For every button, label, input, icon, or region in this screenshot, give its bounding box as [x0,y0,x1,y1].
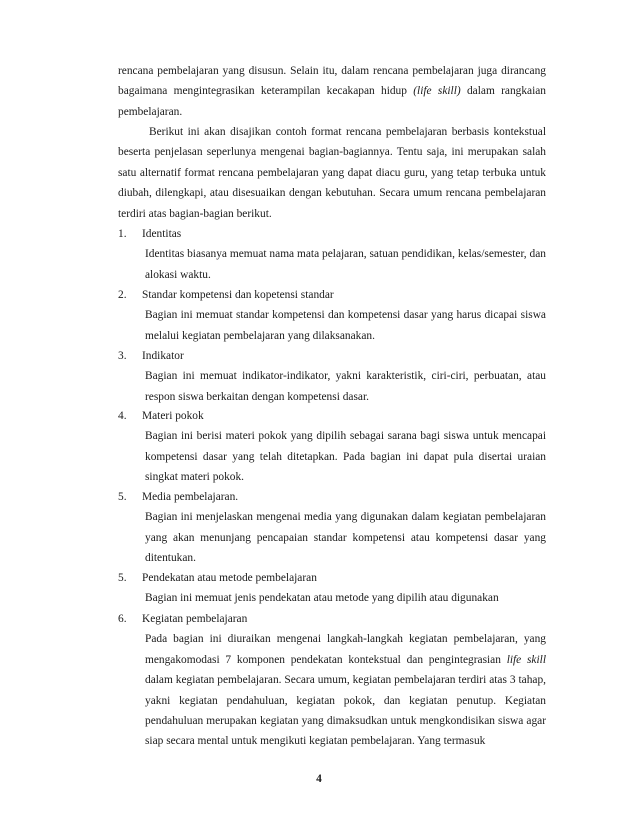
list-item-body: Identitas biasanya memuat nama mata pelajaran, satuan pendidikan, kelas/semester, dan alokasi waktu. [145,248,546,281]
list-item-number: 4. [118,410,127,422]
list-item-body: Bagian ini berisi materi pokok yang dipilih sebagai sarana bagi siswa untuk mencapai kompetensi dasar yang telah ditetapkan. Pada bagian ini dapat pula disertai uraian singkat materi pokok. [145,430,546,484]
intro-paragraph-1-text-end: dalam rangkaian pembelajaran. [118,85,546,118]
list-item-materi-pokok [118,406,546,488]
list-item-body: Bagian ini memuat jenis pendekatan atau metode yang dipilih atau digunakan [145,592,499,605]
list-item-body [145,629,546,751]
list-item-body: Bagian ini memuat standar kompetensi dan kompetensi dasar yang harus dicapai siswa melalui kegiatan pembelajaran yang dilaksanakan. [145,309,546,342]
list-item-heading: Indikator [142,350,184,362]
intro-paragraph-2: Berikut ini akan disajikan contoh format rencana pembelajaran berbasis kontekstual beserta penjelasan seperlunya mengenai bagian-bagiannya. Tentu saja, ini merupakan salah satu alternatif format rencana pembelajaran yang dapat diacu guru, yang tetap terbuka untuk diubah, dilengkapi, atau disesuaikan dengan kebutuhan. Secara umum rencana pembelajaran terdiri atas bagian-bagian berikut. [118,126,546,220]
list-item-number: 3. [118,350,127,362]
list-item-standar-kompetensi [118,285,546,346]
list-item-identitas [118,224,546,285]
list-item-number: 2. [118,289,127,301]
intro-paragraph-1 [118,61,546,122]
list-item-number: 6. [118,613,127,625]
page-number: 4 [316,773,322,785]
life-skill-term: (life skill) [413,85,461,98]
list-item-title [118,224,546,244]
intro-paragraph-1-text: rencana pembelajaran yang disusun. Selain itu, dalam rencana pembelajaran juga dirancang bagaimana mengintegrasikan keterampilan kecakapan hidup [118,65,546,98]
list-item-title [118,346,546,366]
list-item-number: 5. [118,572,127,584]
list-item-body-text: Pada bagian ini diuraikan mengenai langkah-langkah kegiatan pembelajaran, yang mengakomodasi 7 komponen pendekatan kontekstual dan pengintegrasian [145,633,546,666]
list-item-title [118,609,546,629]
list-item-title [118,568,546,588]
life-skill-term: life skill [506,653,546,666]
list-item-heading: Materi pokok [142,410,204,422]
list-item-indikator [118,346,546,407]
list-item-kegiatan-pembelajaran [118,609,546,752]
list-item-heading: Identitas [142,228,182,240]
list-item-title [118,285,546,305]
list-item-pendekatan [118,568,546,609]
list-item-heading: Media pembelajaran. [142,491,239,503]
list-item-number: 5. [118,491,127,503]
list-item-title [118,487,546,507]
list-item-title [118,406,546,426]
list-item-media-pembelajaran [118,487,546,569]
list-item-heading: Kegiatan pembelajaran [142,613,248,625]
list-item-heading: Standar kompetensi dan kopetensi standar [142,289,334,301]
list-item-body: Bagian ini menjelaskan mengenai media yang digunakan dalam kegiatan pembelajaran yang akan menunjang pencapaian standar kompetensi atau kompetensi dasar yang ditentukan. [145,511,546,565]
list-item-body: Bagian ini memuat indikator-indikator, yakni karakteristik, ciri-ciri, perbuatan, atau respon siswa berkaitan dengan kompetensi dasar. [145,370,546,403]
list-item-body-text-end: dalam kegiatan pembelajaran. Secara umum, kegiatan pembelajaran terdiri atas 3 tahap, yakni kegiatan pendahuluan, kegiatan pokok, dan kegiatan penutup. Kegiatan pendahuluan merupakan kegiatan yang dimaksudkan untuk mengkondisikan siswa agar siap secara mental untuk mengikuti kegiatan pembelajaran. Yang termasuk [145,674,546,748]
list-item-number: 1. [118,228,127,240]
list-item-heading: Pendekatan atau metode pembelajaran [142,572,317,584]
